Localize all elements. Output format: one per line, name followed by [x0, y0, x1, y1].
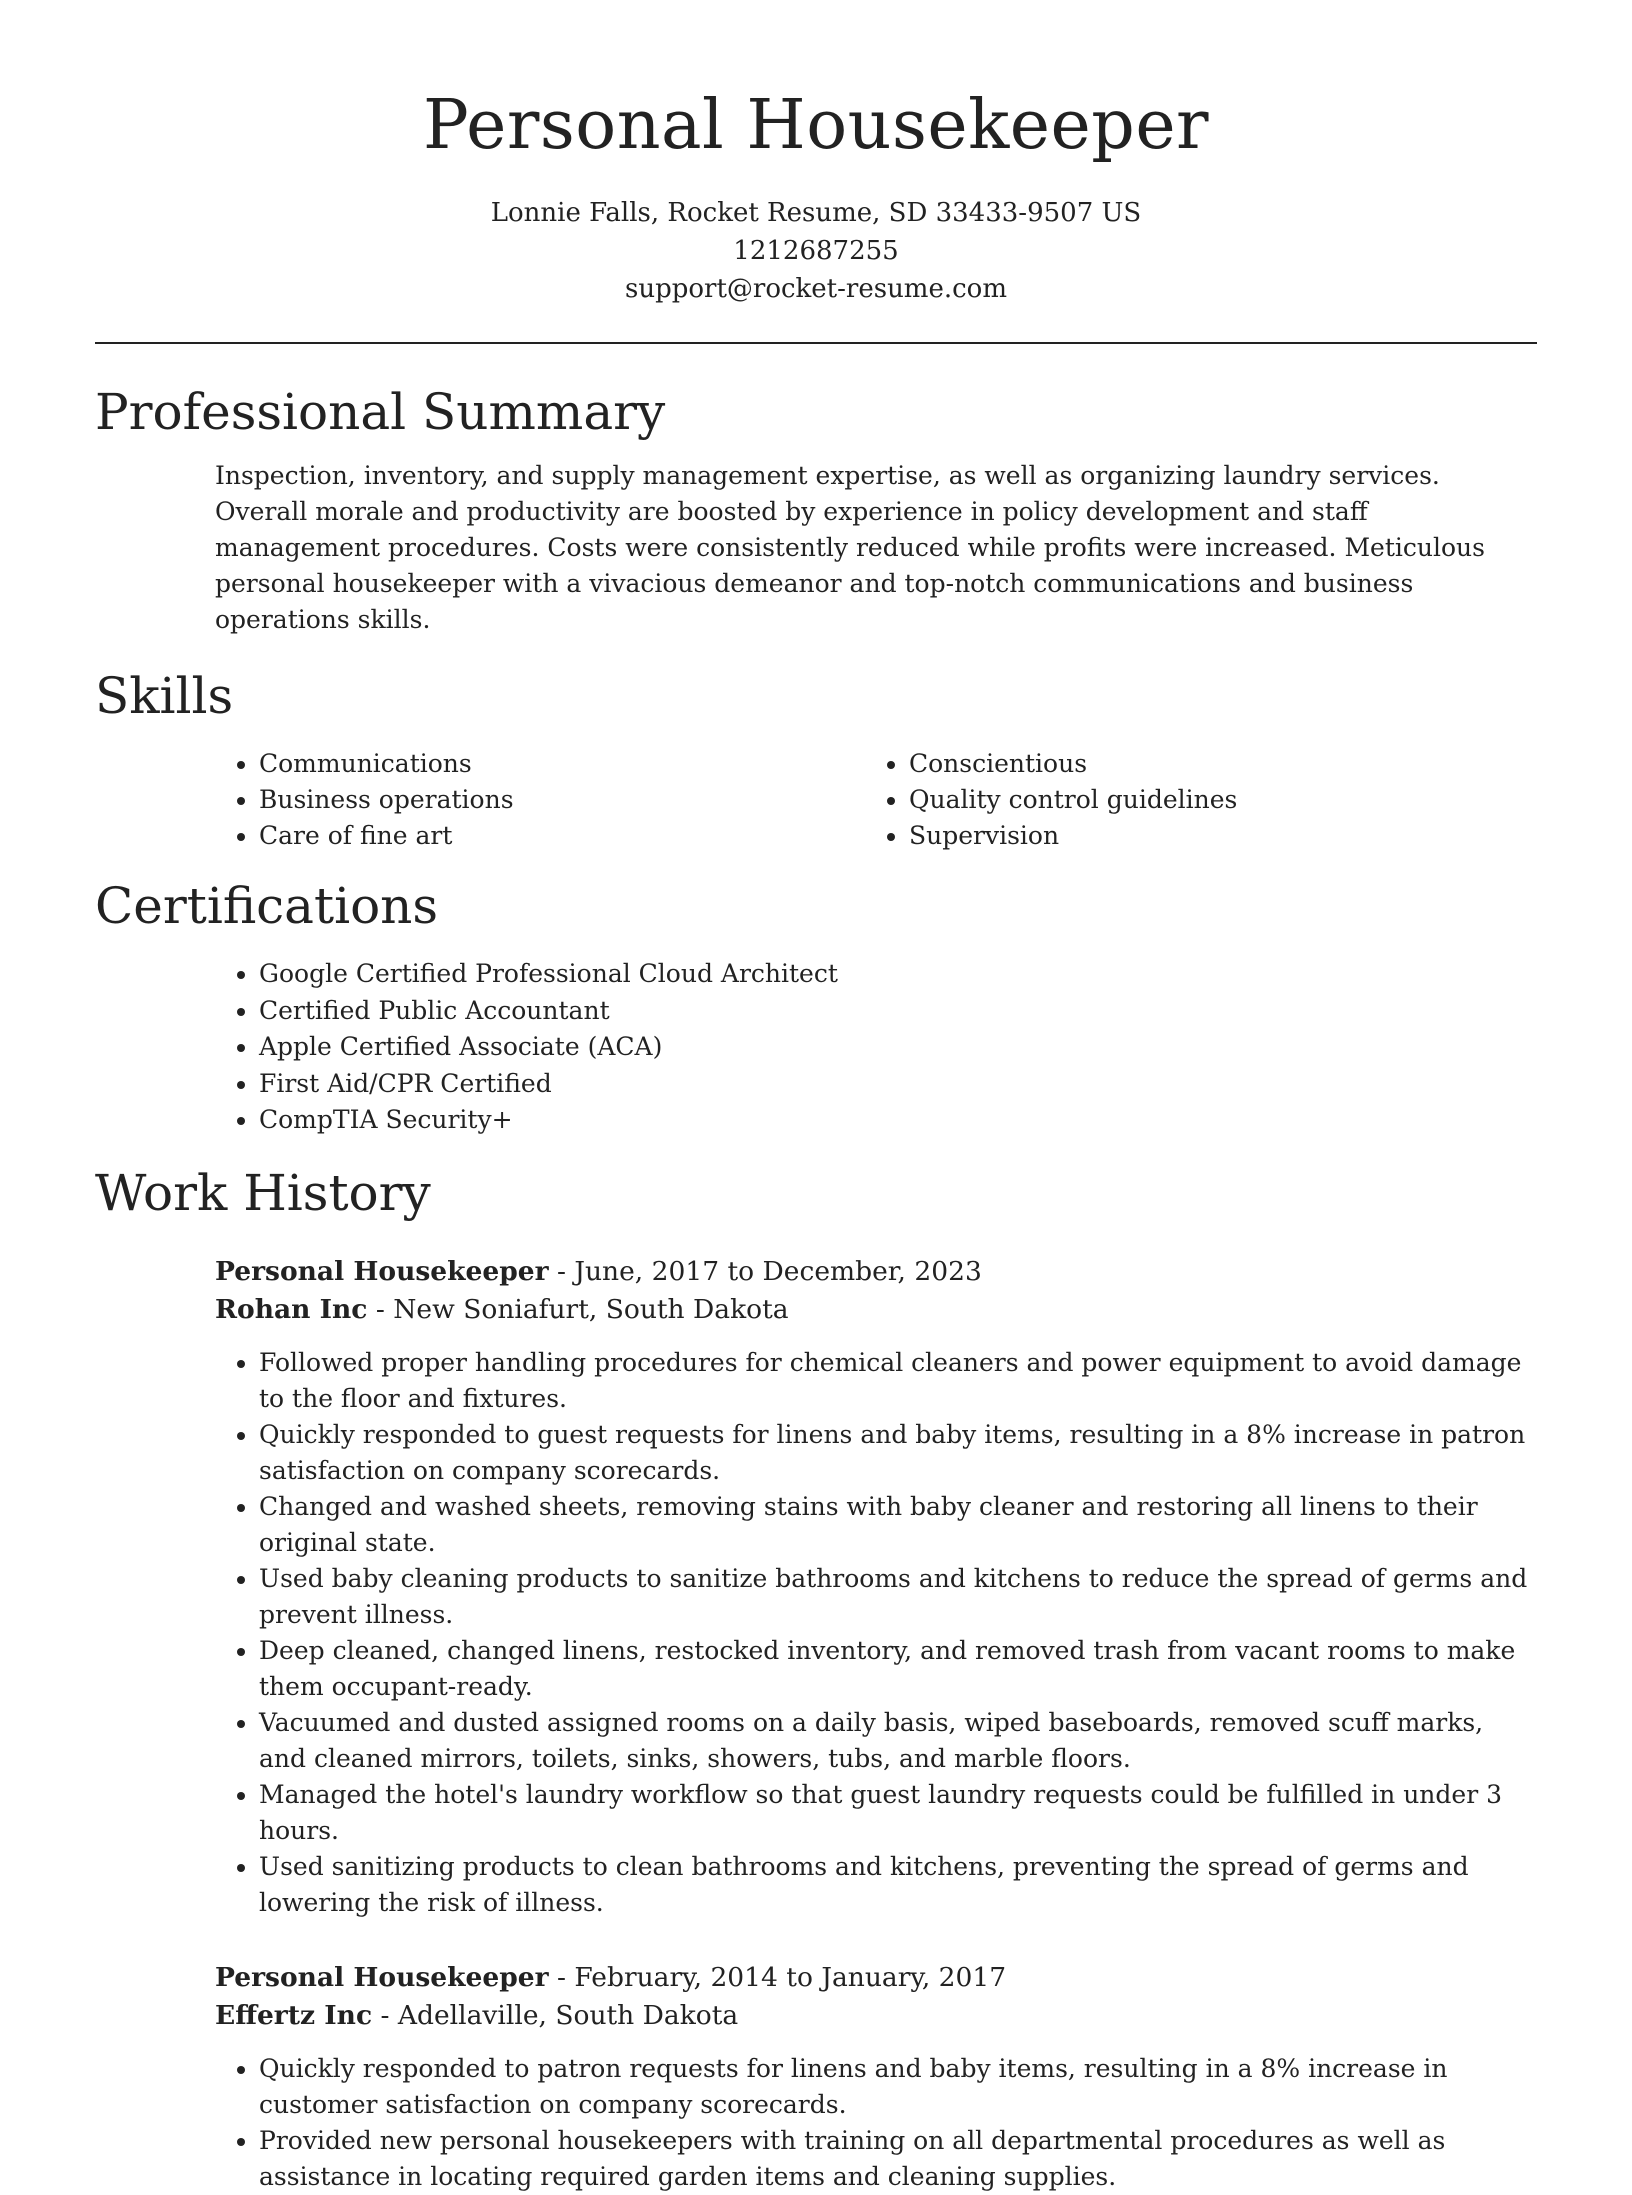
certification-item: • First Aid/CPR Certified	[259, 1066, 1537, 1103]
job-dates: - February, 2014 to January, 2017	[548, 1961, 1007, 1993]
summary-text: Inspection, inventory, and supply management expertise, as well as organizing laundry services. Overall morale and productivity are boosted by experience in policy development and staff management procedures. Costs were consistently reduced while profits were increased. Meticulous personal housekeeper with a vivacious demeanor and top-notch communications and business operations skills.	[215, 461, 1485, 634]
skill-item: • Supervision	[909, 818, 1515, 854]
certifications-list	[215, 956, 1537, 1139]
job-company: Rohan Inc	[215, 1293, 368, 1325]
summary-heading: Professional Summary	[95, 383, 666, 441]
job-title-line	[215, 1253, 1537, 1291]
contact-address: Lonnie Falls, Rocket Resume, SD 33433-9507 US	[490, 198, 1142, 228]
job-company-line	[215, 1291, 1537, 1329]
contact-phone: 1212687255	[733, 236, 899, 266]
skills-column-right	[865, 746, 1515, 854]
job-role: Personal Housekeeper	[215, 1961, 549, 1993]
job-bullet: • Deep cleaned, changed linens, restocked inventory, and removed trash from vacant rooms to make them occupant-ready.	[259, 1633, 1537, 1705]
certification-item: • Google Certified Professional Cloud Architect	[259, 956, 1537, 993]
resume-header	[95, 0, 1537, 308]
job-bullet: • Followed proper handling procedures for chemical cleaners and power equipment to avoid damage to the floor and fixtures.	[259, 1345, 1537, 1417]
certification-item: • Apple Certified Associate (ACA)	[259, 1029, 1537, 1066]
job-bullet: • Changed and washed sheets, removing stains with baby cleaner and restoring all linens to their original state.	[259, 1489, 1537, 1561]
certification-item: • Certified Public Accountant	[259, 993, 1537, 1030]
work-history-heading: Work History	[95, 1163, 431, 1222]
job-bullet: • Used baby cleaning products to sanitize bathrooms and kitchens to reduce the spread of germs and prevent illness.	[259, 1561, 1537, 1633]
job-bullet: • Quickly responded to patron requests for linens and baby items, resulting in a 8% increase in customer satisfaction on company scorecards.	[259, 2051, 1537, 2123]
contact-block	[95, 194, 1537, 308]
job-bullet: • Managed the hotel's laundry workflow so that guest laundry requests could be fulfilled in under 3 hours.	[259, 1777, 1537, 1849]
job-title-line	[215, 1959, 1537, 1997]
job-bullets	[215, 2051, 1537, 2195]
job-location: - New Soniafurt, South Dakota	[367, 1293, 789, 1325]
job-bullet: • Provided new personal housekeepers with training on all departmental procedures as well as assistance in locating required garden items and cleaning supplies.	[259, 2123, 1537, 2195]
certification-item: • CompTIA Security+	[259, 1102, 1537, 1139]
job-role: Personal Housekeeper	[215, 1255, 549, 1287]
job-bullets	[215, 1345, 1537, 1921]
job-dates: - June, 2017 to December, 2023	[548, 1255, 982, 1287]
job-entry	[215, 1253, 1537, 1921]
skills-list	[215, 746, 1537, 854]
job-bullet: • Vacuumed and dusted assigned rooms on a daily basis, wiped baseboards, removed scuff marks, and cleaned mirrors, toilets, sinks, showers, tubs, and marble floors.	[259, 1705, 1537, 1777]
job-company-line	[215, 1997, 1537, 2035]
job-location: - Adellaville, South Dakota	[372, 1999, 739, 2031]
skill-item: • Communications	[259, 746, 865, 782]
contact-email: support@rocket-resume.com	[624, 274, 1007, 304]
job-entry	[215, 1959, 1537, 2195]
skill-item: • Business operations	[259, 782, 865, 818]
job-company: Effertz Inc	[215, 1999, 373, 2031]
skill-item: • Quality control guidelines	[909, 782, 1515, 818]
skills-column-left	[215, 746, 865, 854]
skill-item: • Conscientious	[909, 746, 1515, 782]
job-bullet: • Used sanitizing products to clean bathrooms and kitchens, preventing the spread of germs and lowering the risk of illness.	[259, 1849, 1537, 1921]
header-divider	[95, 342, 1537, 344]
skill-item: • Care of fine art	[259, 818, 865, 854]
resume-name: Personal Housekeeper	[422, 86, 1210, 165]
skills-heading: Skills	[95, 667, 234, 725]
certifications-heading: Certifications	[95, 877, 439, 935]
job-bullet: • Quickly responded to guest requests for linens and baby items, resulting in a 8% increase in patron satisfaction on company scorecards.	[259, 1417, 1537, 1489]
